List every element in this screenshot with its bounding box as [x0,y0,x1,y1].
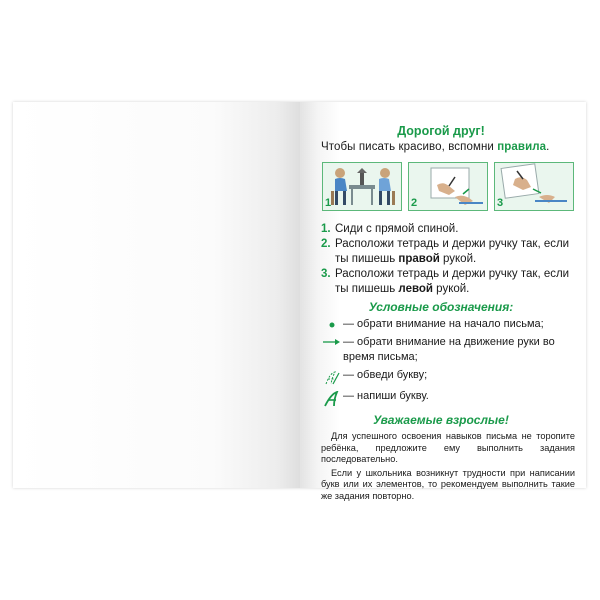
rule-2-bold: правой [398,253,440,265]
rule-3 [321,267,575,297]
rule-2-text-start: Расположи тетрадь и держи ручку так, если ты пишешь [335,238,570,265]
picture-1-number: 1 [325,197,332,209]
intro-text: Чтобы писать красиво, вспомни [321,141,498,153]
legend-text-write: — напиши букву. [343,390,429,402]
rule-3-text-start: Расположи тетрадь и держи ручку так, если ты пишешь [335,268,570,295]
legend-text-trace: — обведи букву; [343,369,428,381]
letter-a-icon [321,389,343,407]
picture-3 [494,162,574,211]
left-page [13,102,300,488]
legend-item-trace [321,368,575,386]
children-at-desk-icon [323,163,401,210]
page-title: Дорогой друг! [397,124,485,138]
rule-2-text-end: рукой. [439,253,477,265]
legend-list [321,317,575,407]
adults-paragraph-1: Для успешного освоения навыков письма не торопите ребёнка, предложите ему выполнить задания последовательно. [321,431,575,464]
green-arrow-icon [321,335,343,347]
adults-title: Уважаемые взрослые! [373,413,509,427]
rule-3-number: 3. [321,268,331,280]
right-page-content [307,124,575,504]
picture-2-number: 2 [411,197,418,209]
hand-writing-notebook-icon [409,163,487,210]
legend-item-write [321,389,575,407]
adults-paragraph-2: Если у школьника возникнут трудности при написании букв или их элементов, то рекомендуем выполнить такие же задания повторно. [321,467,575,501]
legend-text-movement: — обрати внимание на движение руки во время письма; [343,336,555,363]
legend-text-start: — обрати внимание на начало письма; [343,318,544,330]
green-dot-icon [321,317,343,329]
picture-panel [322,162,575,211]
intro-line [321,141,575,153]
rule-3-text-end: рукой. [432,283,470,295]
picture-1 [322,162,402,211]
rule-1-number: 1. [321,223,331,235]
hand-writing-tilted-notebook-icon [495,163,573,210]
rule-1-text: Сиди с прямой спиной. [335,223,459,235]
legend-item-movement [321,335,575,365]
rule-2 [321,237,575,267]
trace-letter-icon [321,368,343,386]
rule-3-text [335,267,575,297]
picture-2 [408,162,488,211]
rule-3-bold: левой [398,283,433,295]
legend-title: Условные обозначения: [368,300,514,314]
legend-item-start [321,317,575,332]
rules-list [321,222,575,297]
rule-2-number: 2. [321,238,331,250]
rule-2-text [335,237,575,267]
adults-note [321,431,575,502]
intro-highlight: правила [497,141,547,153]
rule-1 [321,222,575,237]
picture-3-number: 3 [497,197,504,209]
intro-end: . [546,141,550,153]
